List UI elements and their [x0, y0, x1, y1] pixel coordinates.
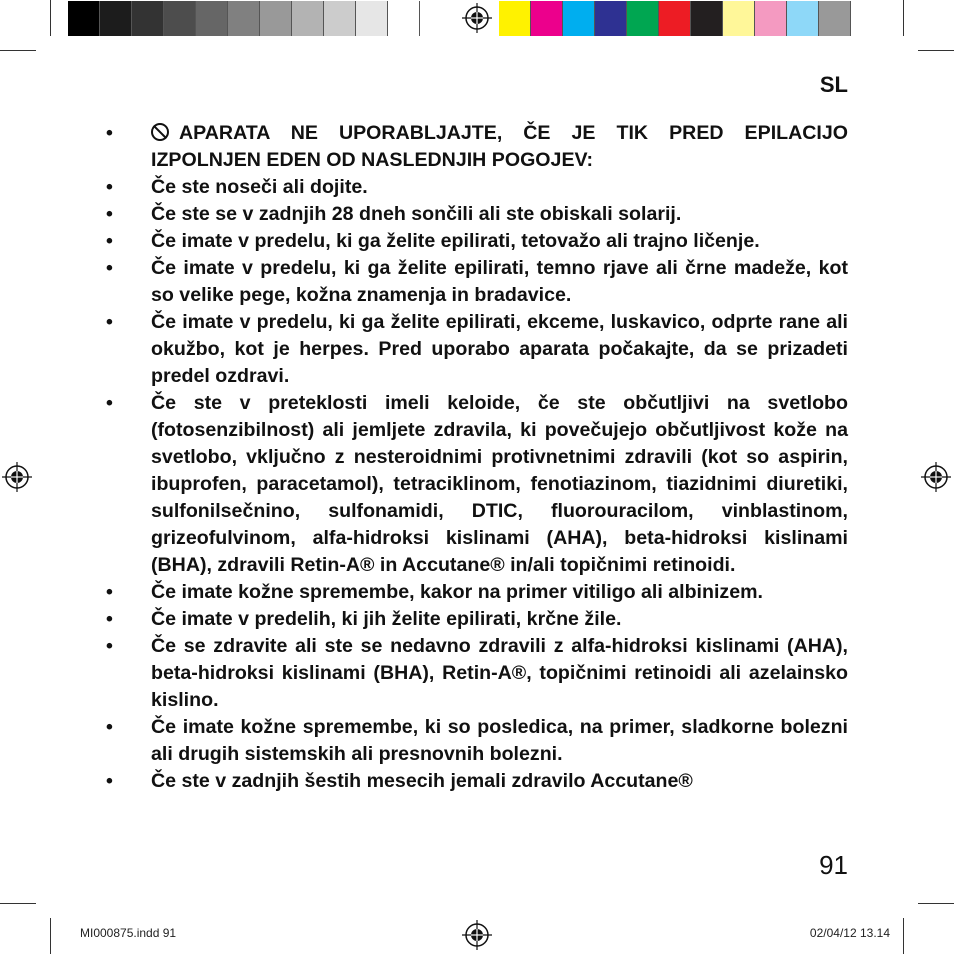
list-item: [106, 309, 848, 390]
list-item-text: Če ste noseči ali dojite.: [151, 176, 368, 198]
color-swatch: [228, 1, 260, 36]
color-swatch-bar: [499, 1, 851, 36]
crop-mark: [0, 903, 36, 904]
list-item: [106, 174, 848, 201]
page-number: 91: [819, 850, 848, 880]
bullet: •: [106, 203, 113, 225]
bullet: •: [106, 122, 113, 144]
crop-mark: [903, 918, 904, 954]
bullet: •: [106, 176, 113, 198]
color-swatch: [595, 1, 627, 36]
list-item-text: Če ste v zadnjih šestih mesecih jemali zdravilo Accutane®: [151, 770, 693, 792]
color-swatch: [627, 1, 659, 36]
list-item: [106, 228, 848, 255]
color-swatch: [499, 1, 531, 36]
list-item: [106, 255, 848, 309]
list-item-text: Če ste se v zadnjih 28 dneh sončili ali ste obiskali solarij.: [151, 203, 682, 225]
list-item: [106, 633, 848, 714]
list-item-text: Če imate kožne spremembe, ki so posledica, na primer, sladkorne bolezni ali drugih sistemskih ali presnovnih bolezni.: [151, 716, 848, 765]
list-item: [106, 120, 848, 174]
color-swatch: [691, 1, 723, 36]
color-swatch: [755, 1, 787, 36]
crop-mark: [50, 918, 51, 954]
color-swatch: [388, 1, 420, 36]
color-swatch: [531, 1, 563, 36]
prohibition-icon: [151, 123, 169, 141]
conditions-list: [106, 120, 848, 795]
bullet: •: [106, 770, 113, 792]
bullet: •: [106, 608, 113, 630]
list-item-text: Če imate v predelu, ki ga želite epilirati, temno rjave ali črne madeže, kot so velike pege, kožna znamenja in bradavice.: [151, 257, 848, 306]
color-swatch: [132, 1, 164, 36]
color-swatch: [292, 1, 324, 36]
color-swatch: [196, 1, 228, 36]
color-swatch: [68, 1, 100, 36]
list-item: [106, 768, 848, 795]
crop-mark: [918, 903, 954, 904]
list-item-text: Če imate v predelih, ki jih želite epilirati, krčne žile.: [151, 608, 622, 630]
list-item: [106, 390, 848, 579]
slug-date: 02/04/12 13.14: [809, 926, 890, 940]
list-item: [106, 201, 848, 228]
list-item: [106, 579, 848, 606]
crop-mark: [50, 0, 51, 36]
registration-mark-icon: [2, 462, 32, 492]
bullet: •: [106, 257, 113, 279]
bullet: •: [106, 311, 113, 333]
registration-mark-icon: [921, 462, 951, 492]
color-swatch: [659, 1, 691, 36]
color-swatch: [787, 1, 819, 36]
list-item: [106, 606, 848, 633]
list-item-text: Če imate v predelu, ki ga želite epilirati, ekceme, luskavico, odprte rane ali okužbo, kot je herpes. Pred uporabo aparata počakajte, da se prizadeti predel ozdravi.: [151, 311, 848, 387]
list-item-text: Če se zdravite ali ste se nedavno zdravili z alfa-hidroksi kislinami (AHA), beta-hidroksi kislinami (BHA), Retin-A®, topičnimi retinoidi ali azelainsko kislino.: [151, 635, 848, 711]
color-swatch: [164, 1, 196, 36]
list-item-text: Če imate kožne spremembe, kakor na primer vitiligo ali albinizem.: [151, 581, 763, 603]
list-item: [106, 714, 848, 768]
color-swatch: [563, 1, 595, 36]
crop-mark: [903, 0, 904, 36]
bullet: •: [106, 230, 113, 252]
color-swatch: [819, 1, 851, 36]
color-swatch: [723, 1, 755, 36]
crop-mark: [918, 50, 954, 51]
gray-swatch-bar: [68, 1, 420, 36]
bullet: •: [106, 716, 113, 738]
warning-heading: APARATA NE UPORABLJAJTE, ČE JE TIK PRED EPILACIJO IZPOLNJEN EDEN OD NASLEDNJIH POGOJEV:: [151, 122, 848, 171]
bullet: •: [106, 635, 113, 657]
language-code: SL: [819, 72, 848, 97]
crop-mark: [0, 50, 36, 51]
color-swatch: [324, 1, 356, 36]
list-item-text: Če imate v predelu, ki ga želite epilirati, tetovažo ali trajno ličenje.: [151, 230, 760, 252]
color-swatch: [260, 1, 292, 36]
registration-mark-icon: [462, 3, 492, 33]
slug-file: MI000875.indd 91: [80, 926, 177, 940]
color-swatch: [356, 1, 388, 36]
list-item-text: Če ste v preteklosti imeli keloide, če ste občutljivi na svetlobo (fotosenzibilnost) ali jemljete zdravila, ki povečujejo občutljivost kože na svetlobo, vključno z nesteroidnimi protivnetnimi zdravili (kot so aspirin, ibuprofen, paracetamol), tetraciklinom, fenotiazinom, tiazidnimi diuretiki, sulfonilsečnino, sulfonamidi, DTIC, fluorouracilom, vinblastinom, grizeofulvinom, alfa-hidroksi kislinami (AHA), beta-hidroksi kislinami (BHA), zdravili Retin-A® in Accutane® in/ali topičnimi retinoidi.: [151, 392, 848, 576]
bullet: •: [106, 581, 113, 603]
registration-mark-icon: [462, 920, 492, 950]
bullet: •: [106, 392, 113, 414]
color-swatch: [100, 1, 132, 36]
